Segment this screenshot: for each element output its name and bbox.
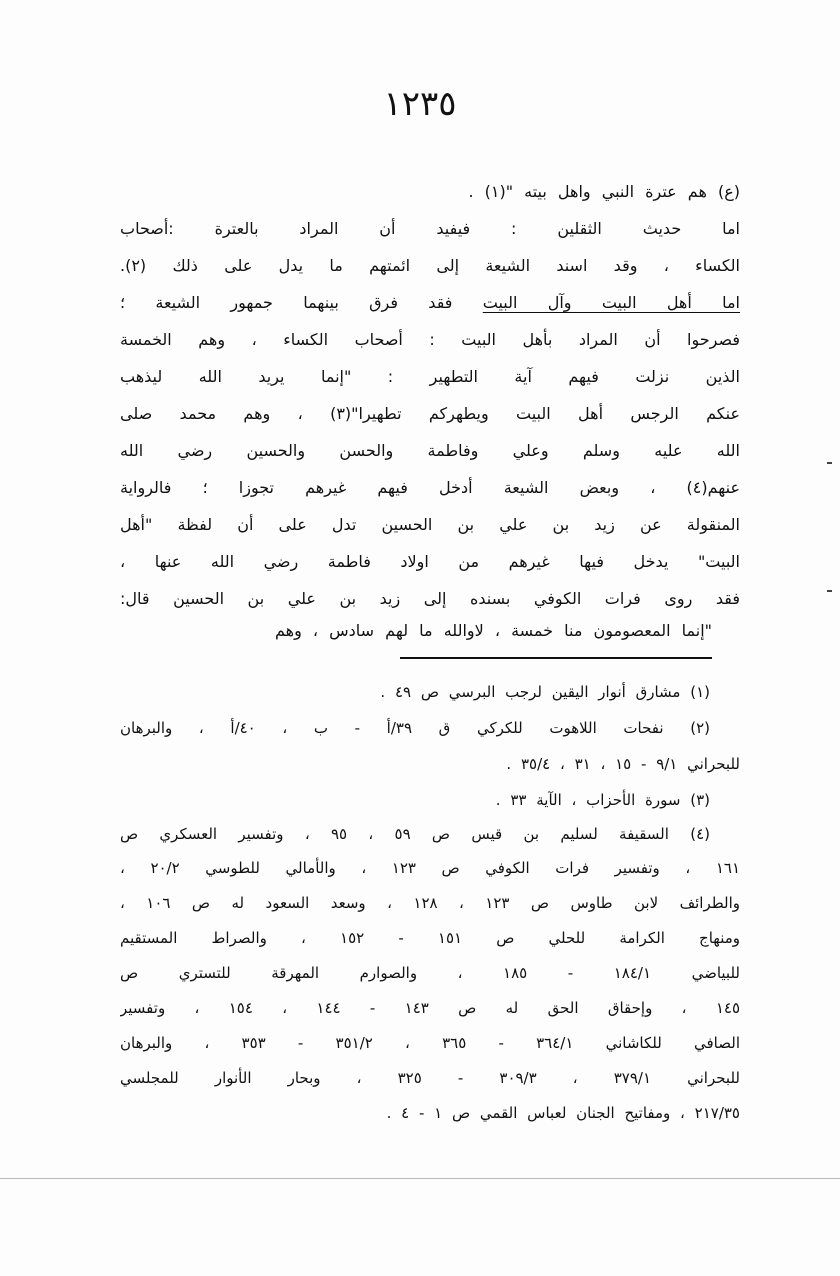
footnote-4-line-6: ١٤٥ ، وإحقاق الحق له ص ١٤٣ - ١٤٤ ، ١٥٤ ، وتفسير bbox=[120, 999, 740, 1017]
body-line-7: عنكم الرجس أهل البيت ويطهركم تطهيرا"(٣) ، وهم محمد صلى bbox=[120, 404, 740, 423]
footnote-4-line-1: (٤) السقيفة لسليم بن قيس ص ٥٩ ، ٩٥ ، وتفسير العسكري ص bbox=[120, 825, 710, 843]
body-line-4 bbox=[120, 291, 740, 315]
body-line-11: البيت" يدخل فيها غيرهم من اولاد فاطمة رضي الله عنها ، bbox=[120, 552, 740, 571]
body-line-12: فقد روى فرات الكوفي بسنده إلى زيد بن علي بن الحسين قال: bbox=[120, 589, 740, 608]
footnote-1: (١) مشارق أنوار اليقين لرجب البرسي ص ٤٩ . bbox=[380, 683, 710, 701]
body-line-1: (ع) هم عترة النبي واهل بيته "(١) . bbox=[468, 182, 740, 201]
underlined-phrase: اما أهل البيت وآل البيت bbox=[482, 293, 740, 312]
body-line-13: "إنما المعصومون منا خمسة ، لاوالله ما لهم سادس ، وهم bbox=[275, 621, 712, 640]
body-line-5: فصرحوا أن المراد بأهل البيت : أصحاب الكساء ، وهم الخمسة bbox=[120, 330, 740, 349]
body-line-8: الله عليه وسلم وعلي وفاطمة والحسن والحسين رضي الله bbox=[120, 441, 740, 460]
page-bottom-rule bbox=[0, 1178, 840, 1179]
footnote-4-line-7: الصافي للكاشاني ٣٦٤/١ - ٣٦٥ ، ٣٥١/٢ - ٣٥٣ ، والبرهان bbox=[120, 1034, 740, 1052]
scan-edge-mark bbox=[827, 462, 832, 464]
footnote-2-line-2: للبحراني ٩/١ - ١٥ ، ٣١ ، ٣٥/٤ . bbox=[506, 755, 740, 773]
footnote-4-line-9: ٢١٧/٣٥ ، ومفاتيح الجنان لعباس القمي ص ١ - ٤ . bbox=[386, 1104, 740, 1122]
footnote-3: (٣) سورة الأحزاب ، الآية ٣٣ . bbox=[495, 791, 710, 809]
body-line-6: الذين نزلت فيهم آية التطهير : "إنما يريد الله ليذهب bbox=[120, 367, 740, 386]
body-line-9: عنهم(٤) ، وبعض الشيعة أدخل فيهم غيرهم تجوزا ؛ فالرواية bbox=[120, 478, 740, 497]
body-line-2: اما حديث الثقلين : فيفيد أن المراد بالعترة :أصحاب bbox=[120, 219, 740, 238]
footnote-divider bbox=[400, 657, 712, 659]
footnote-4-line-8: للبحراني ٣٧٩/١ ، ٣٠٩/٣ - ٣٢٥ ، وبحار الأنوار للمجلسي bbox=[120, 1069, 740, 1087]
body-line-3: الكساء ، وقد اسند الشيعة إلى ائمتهم ما يدل على ذلك (٢). bbox=[120, 256, 740, 275]
footnote-4-line-4: ومنهاج الكرامة للحلي ص ١٥١ - ١٥٢ ، والصراط المستقيم bbox=[120, 929, 740, 947]
body-line-10: المنقولة عن زيد بن علي بن الحسين تدل على أن لفظة "أهل bbox=[120, 515, 740, 534]
footnote-4-line-5: للبياضي ١٨٤/١ - ١٨٥ ، والصوارم المهرقة للتستري ص bbox=[120, 964, 740, 982]
scan-edge-mark bbox=[827, 590, 832, 592]
page-number: ١٢٣٥ bbox=[383, 84, 457, 124]
footnote-4-line-3: والطرائف لابن طاوس ص ١٢٣ ، ١٢٨ ، وسعد السعود له ص ١٠٦ ، bbox=[120, 894, 740, 912]
footnote-4-line-2: ١٦١ ، وتفسير فرات الكوفي ص ١٢٣ ، والأمالي للطوسي ٢٠/٢ ، bbox=[120, 859, 740, 877]
body-line-4-rest: فقد فرق بينهما جمهور الشيعة ؛ bbox=[120, 293, 483, 312]
footnote-2-line-1: (٢) نفحات اللاهوت للكركي ق ٣٩/أ - ب ، ٤٠/أ ، والبرهان bbox=[120, 719, 710, 737]
